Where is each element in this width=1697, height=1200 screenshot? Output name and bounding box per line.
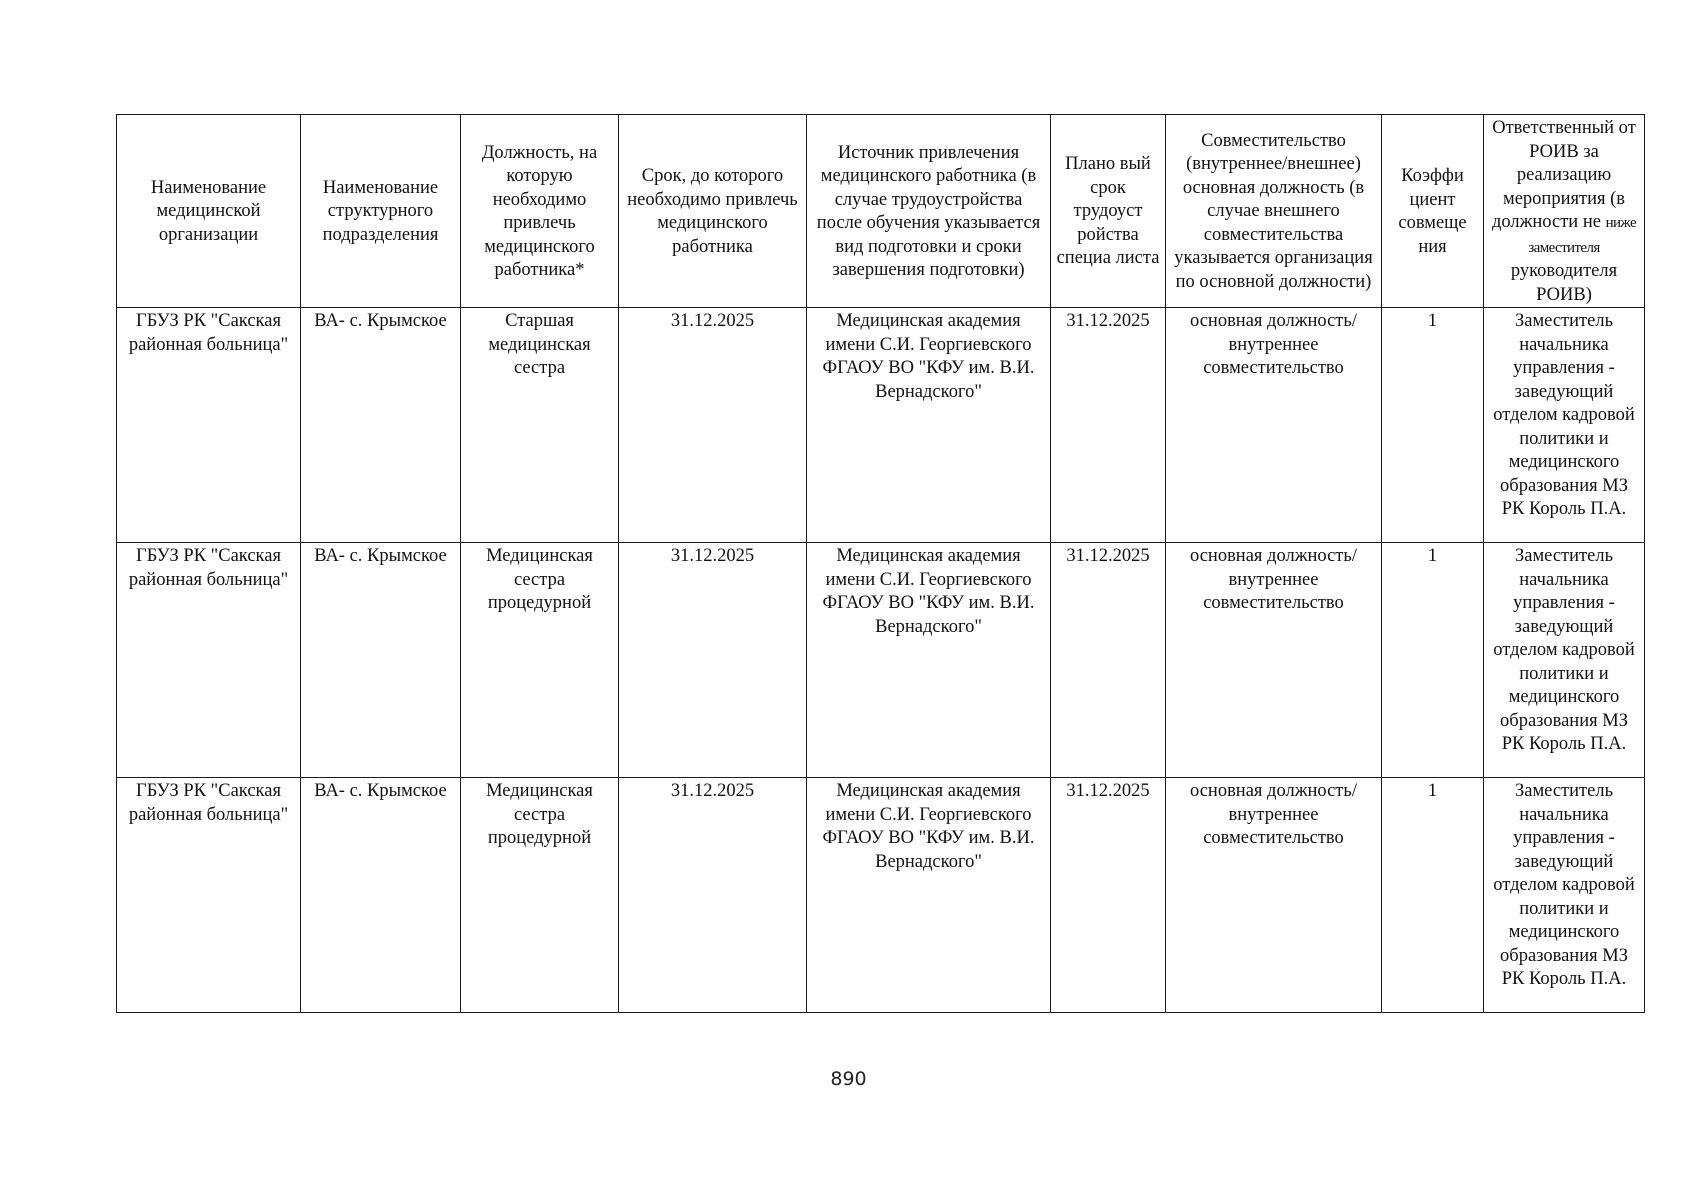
- cell-unit: ВА- с. Крымское: [301, 308, 461, 543]
- header-coef: Коэффи циент совмеще ния: [1382, 115, 1484, 308]
- header-deadline: Срок, до которого необходимо привлечь медицинского работника: [619, 115, 807, 308]
- header-position: Должность, на которую необходимо привлечь медицинского работника*: [461, 115, 619, 308]
- cell-responsible: Заместитель начальника управления - заведующий отделом кадровой политики и медицинского образования МЗ РК Король П.А.: [1484, 778, 1645, 1013]
- header-responsible-part1: Ответственный от РОИВ за реализацию мероприятия (в должности не: [1491, 118, 1636, 232]
- cell-responsible: Заместитель начальника управления - заведующий отделом кадровой политики и медицинского образования МЗ РК Король П.А.: [1484, 543, 1645, 778]
- header-responsible-part3: руководителя РОИВ): [1510, 261, 1618, 305]
- cell-combination: основная должность/ внутреннее совместительство: [1166, 778, 1382, 1013]
- cell-unit: ВА- с. Крымское: [301, 778, 461, 1013]
- header-unit: Наименование структурного подразделения: [301, 115, 461, 308]
- cell-org: ГБУЗ РК "Сакская районная больница": [117, 543, 301, 778]
- table-header-row: [117, 115, 1645, 308]
- cell-unit: ВА- с. Крымское: [301, 543, 461, 778]
- cell-planned: 31.12.2025: [1051, 543, 1166, 778]
- cell-deadline: 31.12.2025: [619, 308, 807, 543]
- header-responsible-part2: ниже заместителя: [1528, 215, 1637, 256]
- header-planned: Плано вый срок трудоуст ройства специа листа: [1051, 115, 1166, 308]
- cell-planned: 31.12.2025: [1051, 308, 1166, 543]
- header-org: Наименование медицинской организации: [117, 115, 301, 308]
- cell-coef: 1: [1382, 778, 1484, 1013]
- cell-source: Медицинская академия имени С.И. Георгиевского ФГАОУ ВО "КФУ им. В.И. Вернадского": [807, 543, 1051, 778]
- staffing-table: [116, 114, 1645, 1013]
- cell-org: ГБУЗ РК "Сакская районная больница": [117, 778, 301, 1013]
- cell-combination: основная должность/ внутреннее совместительство: [1166, 308, 1382, 543]
- cell-deadline: 31.12.2025: [619, 543, 807, 778]
- table-row: [117, 308, 1645, 543]
- cell-planned: 31.12.2025: [1051, 778, 1166, 1013]
- cell-coef: 1: [1382, 543, 1484, 778]
- cell-source: Медицинская академия имени С.И. Георгиевского ФГАОУ ВО "КФУ им. В.И. Вернадского": [807, 778, 1051, 1013]
- table-row: [117, 778, 1645, 1013]
- cell-position: Старшая медицинская сестра: [461, 308, 619, 543]
- cell-deadline: 31.12.2025: [619, 778, 807, 1013]
- cell-source: Медицинская академия имени С.И. Георгиевского ФГАОУ ВО "КФУ им. В.И. Вернадского": [807, 308, 1051, 543]
- cell-coef: 1: [1382, 308, 1484, 543]
- header-combination: Совместительство (внутреннее/внешнее) основная должность (в случае внешнего совместительства указывается организация по основной должности): [1166, 115, 1382, 308]
- cell-org: ГБУЗ РК "Сакская районная больница": [117, 308, 301, 543]
- page-number: 890: [830, 1068, 867, 1090]
- cell-combination: основная должность/ внутреннее совместительство: [1166, 543, 1382, 778]
- table-row: [117, 543, 1645, 778]
- cell-position: Медицинская сестра процедурной: [461, 543, 619, 778]
- header-source: Источник привлечения медицинского работника (в случае трудоустройства после обучения указывается вид подготовки и сроки завершения подготовки): [807, 115, 1051, 308]
- cell-position: Медицинская сестра процедурной: [461, 778, 619, 1013]
- cell-responsible: Заместитель начальника управления - заведующий отделом кадровой политики и медицинского образования МЗ РК Король П.А.: [1484, 308, 1645, 543]
- header-responsible: [1484, 115, 1645, 308]
